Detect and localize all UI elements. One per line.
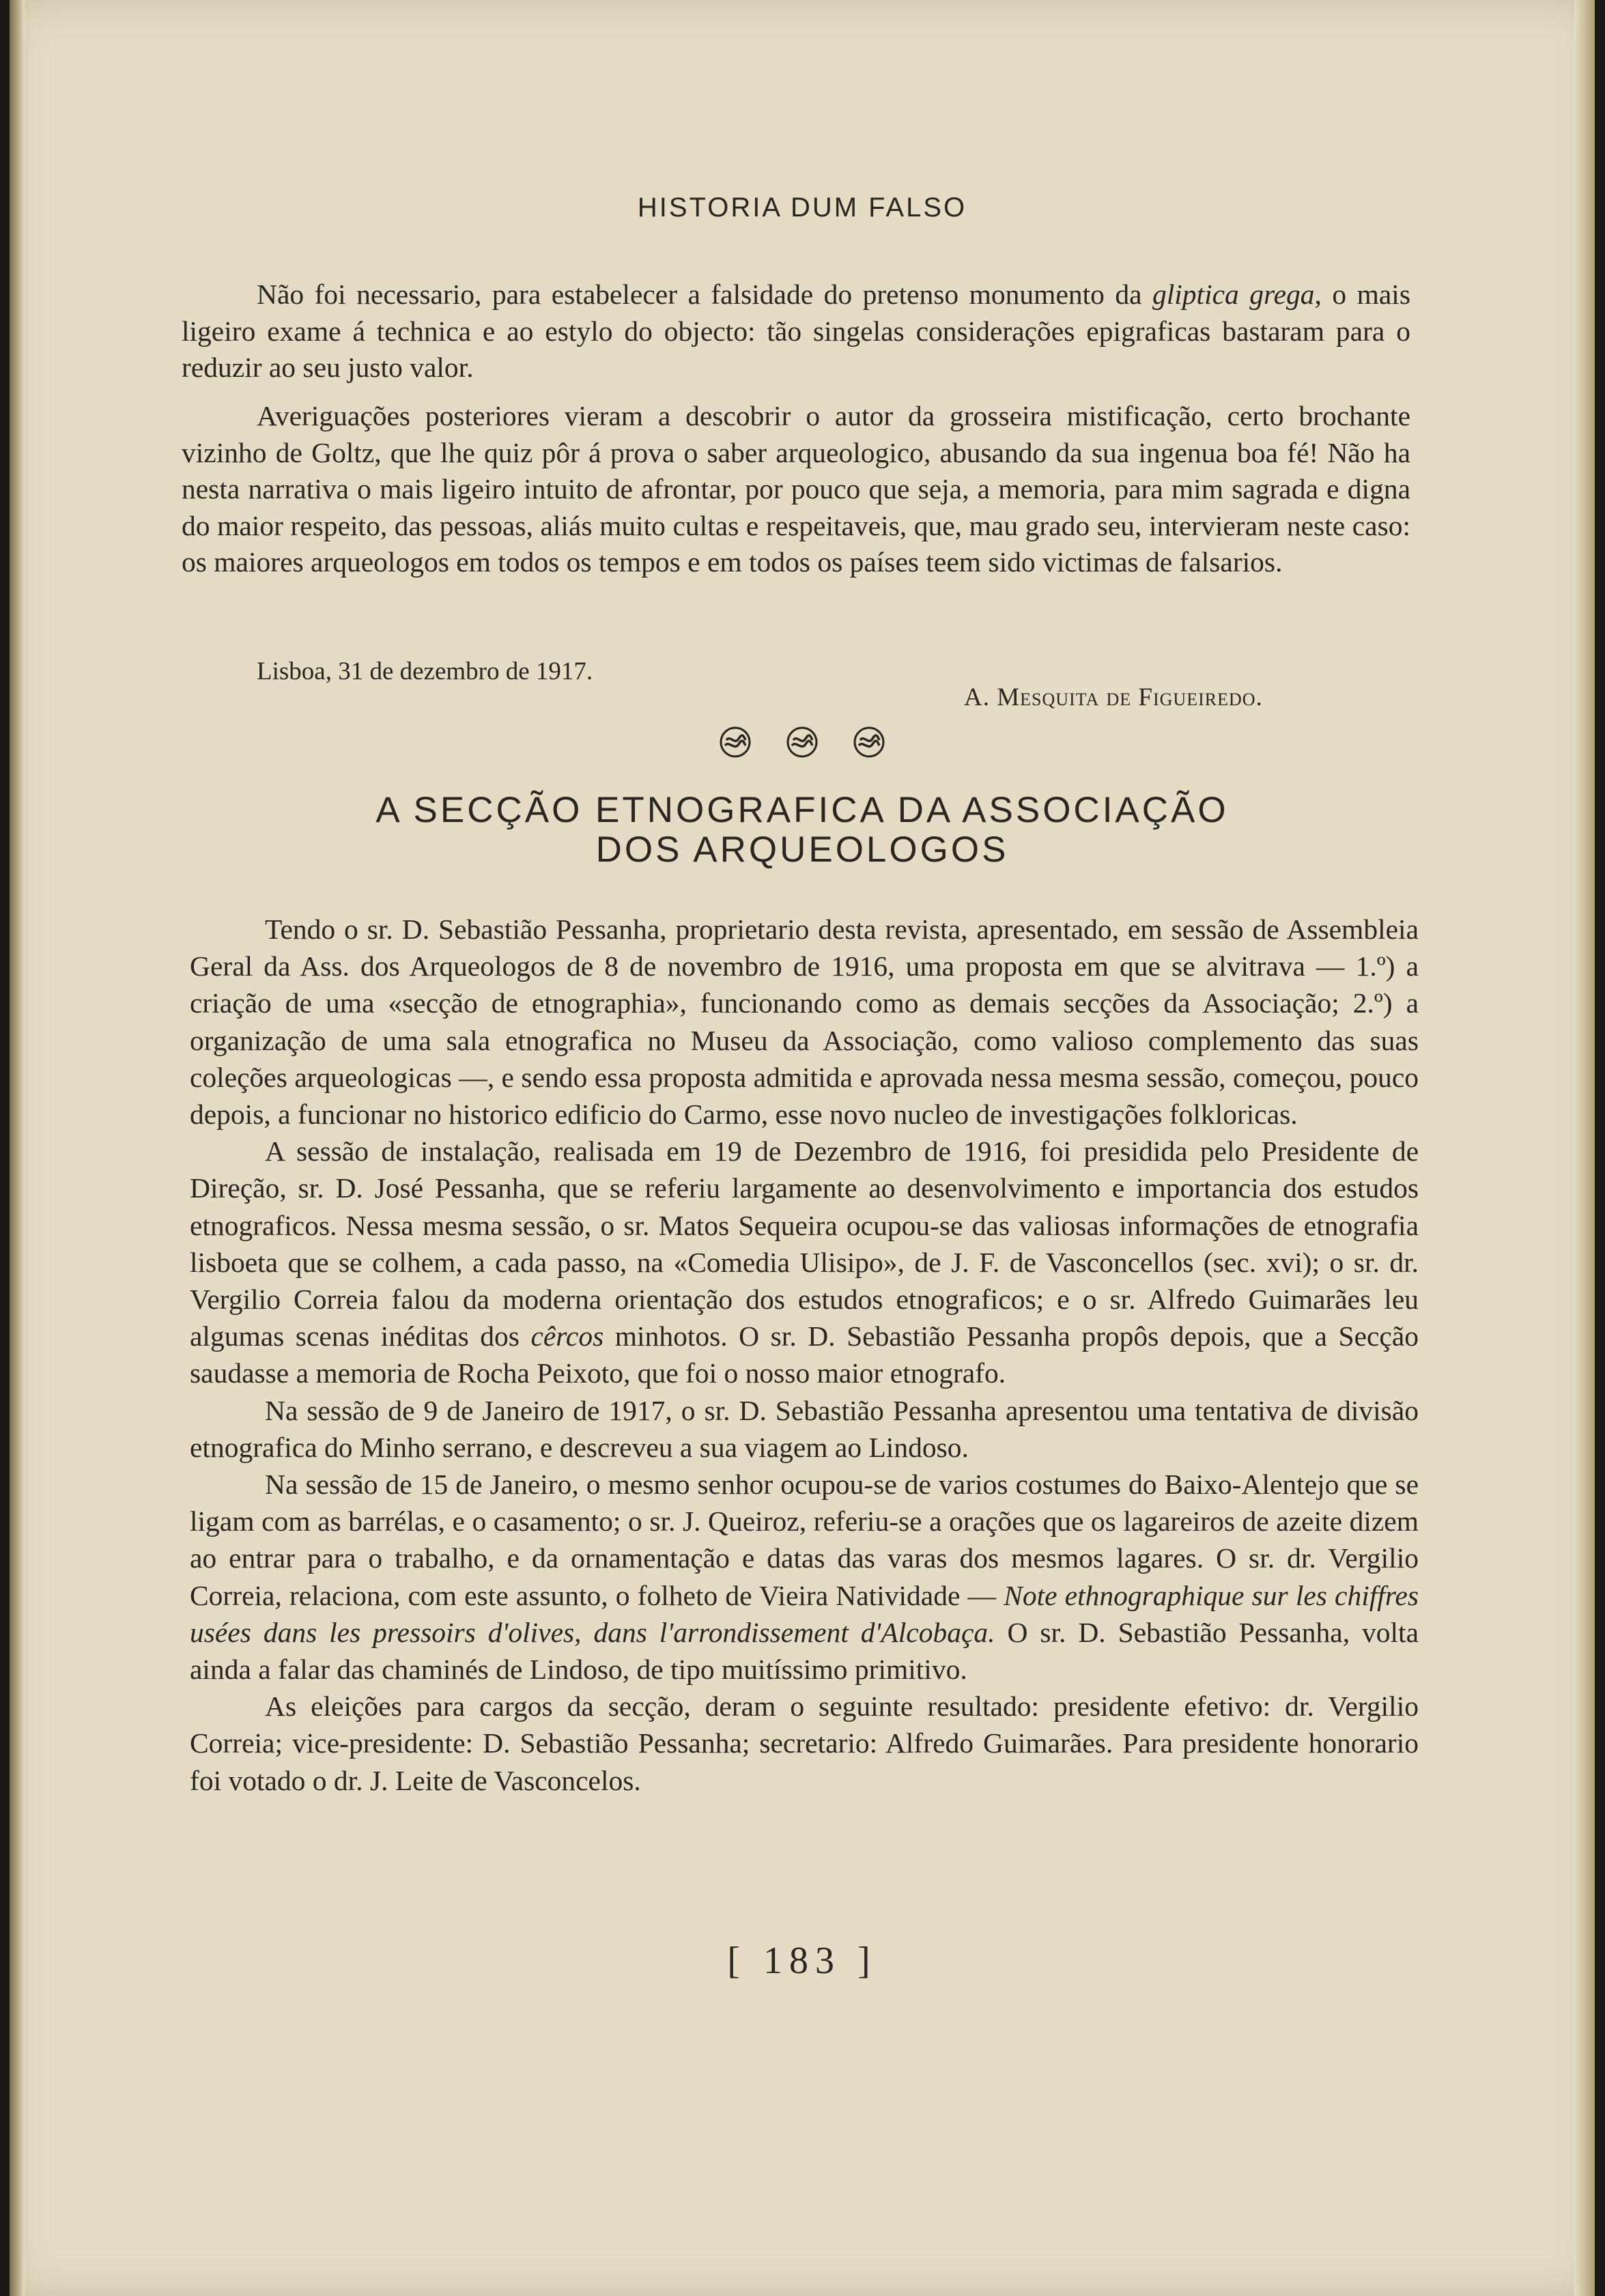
section-title-line-1: A SECÇÃO ETNOGRAFICA DA ASSOCIAÇÃO [375, 790, 1229, 830]
fleuron-icon [852, 725, 886, 759]
author-signature [964, 683, 1263, 712]
book-page [10, 0, 1595, 2296]
section-paragraph-4-text: Na sessão de 15 de Janeiro, o mesmo senhor ocupou-se de varios costumes do Baixo-Alentejo que se ligam com as barrélas, e o casamento; o sr. J. Queiroz, referiu-se a orações que os lagareiros de azeite dizem ao entrar para o trabalho, e da ornamentação e datas das varas dos mesmos lagares. O sr. dr. Vergilio Correia, relaciona, com este assunto, o folheto de Vieira Natividade — [190, 1469, 1419, 1611]
section-title-line-2: DOS ARQUEOLOGOS [595, 830, 1009, 870]
section-paragraph-1: Tendo o sr. D. Sebastião Pessanha, proprietario desta revista, apresentado, em sessão de Assembleia Geral da Ass. dos Arqueologos de 8 de novembro de 1916, uma proposta em que se alvitrava — 1.º) a criação de uma «secção de etnographia», funcionando como as demais secções da Associação; 2.º) a organização de uma sala etnografica no Museu da Associação, como valioso complemento das suas coleções arqueologicas —, e sendo essa proposta admitida e aprovada nessa mesma sessão, começou, pouco depois, a funcionar no historico edificio do Carmo, esse novo nucleo de investigações folkloricas. [190, 913, 1419, 1131]
closing-paragraph-2: Averiguações posteriores vieram a descobrir o autor da grosseira mistificação, certo brochante vizinho de Goltz, que lhe quiz pôr á prova o saber arqueologico, abusando da sua ingenua boa fé! Não ha nesta narrativa o mais ligeiro intuito de afrontar, por pouco que seja, a memoria, para mim sagrada e digna do maior respeito, das pessoas, aliás muito cultas e respeitaveis, que, mau grado seu, intervieram neste caso: os maiores arqueologos em todos os tempos e em todos os países teem sido victimas de falsarios. [182, 400, 1410, 578]
closing-paragraph-1-text: Não foi necessario, para estabelecer a falsidade do pretenso monumento da [257, 279, 1152, 310]
section-divider-ornaments [10, 725, 1595, 763]
closing-paragraph-1-italic: gliptica grega [1152, 279, 1315, 310]
section-paragraph-2-text-end: minhotos. O sr. D. Sebastião Pessanha propôs depois, que a Secção saudasse a memoria de Rocha Peixoto, que foi o nosso maior etnografo. [190, 1320, 1419, 1389]
fleuron-icon [718, 725, 752, 759]
section-paragraph-2-text: A sessão de instalação, realisada em 19 de Dezembro de 1916, foi presidida pelo Presidente de Direção, sr. D. José Pessanha, que se referiu largamente ao desenvolvimento e importancia dos estudos etnograficos. Nessa mesma sessão, o sr. Matos Sequeira ocupou-se das valiosas informações de etnografia lisboeta que se colhem, a cada passo, na «Comedia Ulisipo», de J. F. de Vasconcellos (sec. xvi); o sr. dr. Vergilio Correia falou da moderna orientação dos estudos etnograficos; e o sr. Alfredo Guimarães leu algumas scenas inéditas dos [190, 1135, 1419, 1352]
closing-paragraph-1-text-end: , o mais ligeiro exame á technica e ao estylo do objecto: tão singelas considerações epigraficas bastaram para o reduzir ao seu justo valor. [182, 279, 1410, 383]
closing-paragraph-1 [182, 277, 1410, 386]
section-paragraph-3: Na sessão de 9 de Janeiro de 1917, o sr. D. Sebastião Pessanha apresentou uma tentativa de divisão etnografica do Minho serrano, e descreveu a sua viagem ao Lindoso. [190, 1394, 1419, 1463]
section-title [10, 791, 1595, 870]
section-paragraph-4 [190, 1466, 1419, 1688]
author-signature-text: A. Mesquita de Figueiredo. [964, 683, 1263, 711]
section-paragraph-4-text-end: O sr. D. Sebastião Pessanha, volta ainda a falar das chaminés de Lindoso, de tipo muitíssimo primitivo. [190, 1616, 1419, 1686]
section-body [190, 911, 1419, 1799]
section-paragraph-5: As eleições para cargos da secção, deram o seguinte resultado: presidente efetivo: dr. Vergilio Correia; vice-presidente: D. Sebastião Pessanha; secretario: Alfredo Guimarães. Para presidente honorario foi votado o dr. J. Leite de Vasconcelos. [190, 1690, 1419, 1796]
running-head: HISTORIA DUM FALSO [637, 193, 967, 223]
section-paragraph-2-italic: cêrcos [530, 1320, 604, 1352]
dateline: Lisboa, 31 de dezembro de 1917. [257, 657, 593, 685]
fleuron-icon [785, 725, 819, 759]
section-paragraph-2 [190, 1133, 1419, 1391]
section-paragraph-4-italic: Note ethnographique sur les chiffres usées dans les pressoirs d'olives, dans l'arrondissement d'Alcobaça. [190, 1579, 1419, 1648]
page-number: [ 183 ] [727, 1940, 877, 1982]
